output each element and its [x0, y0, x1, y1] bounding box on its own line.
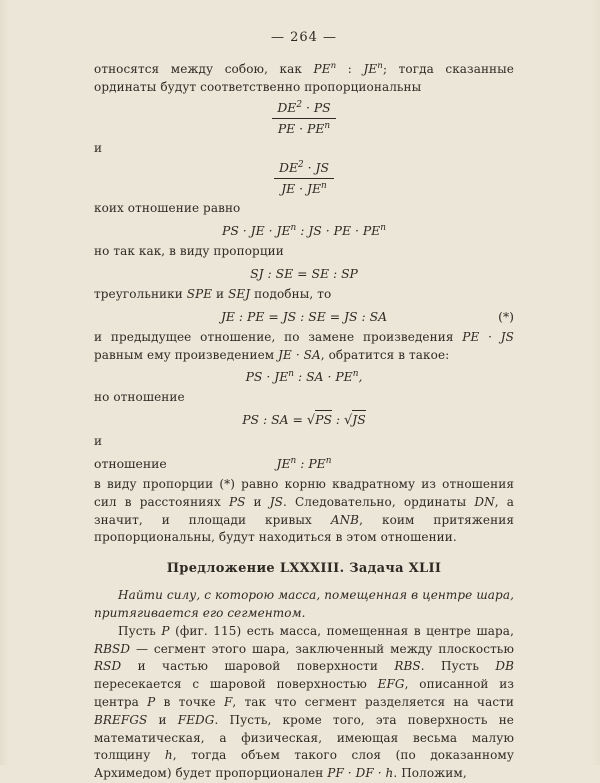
- paragraph: [94, 329, 514, 365]
- text-run: и предыдущее отношение, по замене произведения: [94, 329, 463, 344]
- math-variable: PE: [462, 329, 480, 344]
- math-variable: DB: [495, 659, 514, 674]
- math-variable: JS: [315, 160, 329, 176]
- math-superscript: n: [290, 223, 297, 234]
- formula-tag: (*): [498, 308, 514, 324]
- display-formula: [94, 367, 514, 386]
- math-variable: JE: [276, 223, 291, 239]
- text-run: ,: [358, 369, 363, 385]
- text-run: коих отношение равно: [94, 201, 241, 216]
- display-formula: [94, 307, 514, 326]
- math-superscript: n: [377, 61, 383, 71]
- math-variable: PE: [308, 455, 326, 471]
- math-variable: PS: [222, 223, 239, 239]
- text-run: :: [234, 308, 248, 324]
- text-run: и: [147, 712, 178, 727]
- paragraph: [94, 243, 514, 261]
- display-formula: [94, 410, 514, 430]
- math-variable: P: [147, 694, 156, 709]
- math-superscript: n: [325, 455, 332, 466]
- radicand: PS: [315, 412, 332, 428]
- text-run: равным ему произведением: [94, 347, 279, 362]
- math-variable: SPE: [186, 286, 213, 301]
- text-run: , а значит, и площади кривых: [94, 494, 515, 527]
- math-variable: PE: [335, 369, 353, 385]
- text-run: :: [296, 308, 309, 324]
- text-run: ·: [264, 223, 277, 239]
- math-variable: DN: [474, 494, 495, 509]
- text-run: ·: [303, 160, 316, 176]
- text-run: Пусть: [118, 623, 162, 638]
- math-variable: DF: [355, 766, 374, 781]
- math-superscript: n: [321, 181, 327, 192]
- paragraph: [94, 286, 514, 304]
- text-run: :: [357, 308, 370, 324]
- math-superscript: n: [330, 61, 337, 71]
- text-run: =: [264, 308, 283, 324]
- math-superscript: n: [352, 369, 359, 380]
- math-variable: JS: [282, 308, 297, 324]
- math-superscript: n: [288, 369, 294, 380]
- text-run: пересекается с шаровой поверхностью: [94, 677, 378, 692]
- text-run: ·: [295, 181, 308, 197]
- math-variable: h: [164, 748, 173, 763]
- math-variable: RSD: [94, 659, 122, 674]
- math-variable: JS: [269, 494, 283, 509]
- text-run: , обратится в такое:: [320, 347, 450, 362]
- math-variable: SA: [303, 347, 321, 362]
- text-run: :: [296, 455, 309, 471]
- formula-body: [250, 266, 358, 281]
- text-run: относятся между собою, как: [94, 62, 314, 76]
- math-variable: JS: [344, 308, 358, 324]
- text-run: , коим притяжения пропорциональны, будут находиться в этом отношении.: [94, 512, 514, 545]
- math-variable: JE: [220, 308, 235, 324]
- text-run: ·: [291, 347, 304, 362]
- math-variable: JE: [278, 347, 292, 362]
- math-variable: PS: [242, 412, 260, 428]
- math-superscript: n: [324, 120, 331, 131]
- math-variable: PE: [277, 120, 296, 136]
- math-variable: JE: [363, 62, 378, 76]
- formula-body: [221, 309, 387, 324]
- math-variable: JS: [308, 223, 322, 239]
- text-run: ·: [295, 120, 308, 136]
- formula-body: [277, 456, 332, 471]
- math-variable: DE: [277, 99, 297, 115]
- text-run: и: [212, 286, 229, 301]
- page-content: [94, 61, 514, 783]
- text-run: Предложение LXXXIII. Задача XLII: [166, 561, 442, 577]
- text-run: ·: [373, 766, 386, 781]
- paragraph: [94, 389, 514, 407]
- formula-body: [222, 223, 386, 238]
- text-run: подобны, то: [250, 286, 332, 301]
- text-run: :: [263, 265, 276, 281]
- text-run: ·: [479, 329, 501, 344]
- text-run: :: [259, 412, 272, 428]
- text-run: ; тогда сказанные ординаты будут соответственно пропорциональны: [94, 62, 514, 94]
- paragraph: [94, 623, 514, 783]
- fraction-denominator: [274, 179, 334, 198]
- math-variable: PE: [307, 120, 325, 136]
- text-run: :: [294, 369, 307, 385]
- math-variable: PS: [228, 494, 246, 509]
- math-variable: JE: [281, 181, 296, 197]
- paragraph: [94, 61, 514, 97]
- math-variable: PE: [247, 308, 265, 324]
- radical-icon: √: [344, 413, 353, 429]
- paragraph: [94, 587, 514, 623]
- math-variable: PE: [333, 223, 352, 239]
- math-variable: PE: [313, 62, 331, 76]
- text-run: и: [94, 140, 103, 155]
- math-variable: h: [385, 766, 394, 781]
- math-variable: SA: [271, 412, 289, 428]
- text-run: ·: [343, 766, 356, 781]
- formula-body: [246, 369, 363, 384]
- text-run: :: [329, 265, 342, 281]
- paragraph: [94, 476, 514, 547]
- math-superscript: 2: [298, 160, 304, 171]
- text-run: :: [296, 223, 309, 239]
- fraction-denominator: [272, 119, 335, 138]
- math-variable: PS: [313, 99, 331, 115]
- display-formula: [94, 99, 514, 138]
- text-run: =: [325, 308, 345, 324]
- text-run: ·: [323, 369, 336, 385]
- paragraph: [94, 433, 514, 451]
- math-superscript: n: [380, 223, 386, 234]
- math-variable: SP: [341, 265, 358, 281]
- math-variable: JE: [250, 223, 265, 239]
- display-formula: [94, 264, 514, 283]
- text-run: но отношение: [94, 390, 185, 405]
- radical-icon: √: [306, 413, 316, 429]
- fraction: [274, 159, 334, 198]
- text-run: ·: [238, 223, 251, 239]
- math-superscript: n: [290, 455, 297, 466]
- display-formula: [94, 454, 514, 473]
- math-variable: JE: [307, 181, 322, 197]
- display-formula: [94, 221, 514, 240]
- text-run: ·: [351, 223, 363, 239]
- formula-body: [242, 412, 366, 427]
- paragraph: [94, 200, 514, 218]
- math-variable: JE: [276, 455, 291, 471]
- text-run: но так как, в виду пропорции: [94, 244, 284, 259]
- text-run: в точке: [155, 694, 224, 709]
- math-variable: SA: [369, 308, 388, 324]
- math-variable: PF: [327, 766, 344, 781]
- text-run: треугольники: [94, 286, 187, 301]
- fraction-numerator: [272, 99, 335, 119]
- text-run: (фиг. 115) есть масса, помещенная в центре шара,: [169, 623, 514, 638]
- math-variable: RBSD: [94, 641, 131, 656]
- math-variable: JS: [500, 329, 514, 344]
- text-run: . Следовательно, ординаты: [282, 494, 475, 509]
- display-formula: [94, 159, 514, 198]
- text-run: , тогда объем такого слоя (по доказанному Архимедом) будет пропорционален: [94, 748, 514, 781]
- math-variable: PS: [245, 369, 263, 385]
- math-variable: SE: [311, 265, 329, 281]
- math-variable: FEDG: [177, 712, 215, 727]
- math-variable: SE: [308, 308, 326, 324]
- math-variable: ANB: [330, 512, 360, 527]
- text-run: =: [288, 412, 307, 428]
- proposition-heading: [94, 561, 514, 576]
- text-run: — сегмент этого шара, заключенный между плоскостью: [130, 641, 514, 656]
- text-run: и: [245, 494, 270, 509]
- paragraph: [94, 140, 514, 158]
- formula-lead: [94, 454, 167, 473]
- text-run: , так что сегмент разделяется на части: [232, 694, 514, 709]
- page-number: — 264 —: [270, 30, 338, 45]
- math-superscript: 2: [296, 99, 302, 110]
- text-run: , описанной из центра: [94, 677, 514, 709]
- fraction: [272, 99, 335, 138]
- text-run: и частью шаровой поверхности: [121, 659, 395, 674]
- math-variable: JE: [274, 369, 289, 385]
- math-variable: SE: [275, 265, 294, 281]
- math-variable: P: [161, 623, 170, 638]
- text-run: и: [94, 434, 103, 449]
- math-variable: BREFGS: [94, 712, 148, 727]
- text-run: в виду пропорции (*) равно корню квадратному из отношения сил в расстояниях: [94, 476, 514, 509]
- text-run: :: [336, 62, 364, 76]
- math-variable: F: [223, 694, 233, 709]
- text-run: . Положим,: [393, 766, 467, 781]
- sqrt-expression: [344, 412, 366, 427]
- radicand: JS: [352, 412, 366, 428]
- text-run: ·: [262, 369, 275, 385]
- text-run: . Пусть: [420, 659, 496, 674]
- fraction-numerator: [274, 159, 334, 179]
- text-run: =: [293, 265, 312, 281]
- text-run: :: [331, 412, 344, 428]
- text-run: ·: [302, 99, 314, 115]
- text-run: отношение: [94, 455, 167, 471]
- math-variable: DE: [279, 160, 298, 176]
- text-run: ·: [321, 223, 334, 239]
- text-run: Найти силу, с которою масса, помещенная в центре шара, притягивается его сегментом.: [94, 588, 514, 620]
- math-variable: SEJ: [228, 286, 251, 301]
- math-variable: SA: [306, 369, 324, 385]
- math-variable: RBS: [394, 659, 421, 674]
- math-variable: EFG: [377, 677, 405, 692]
- text-run: . Пусть, кроме того, эта поверхность не математическая, а физическая, имеющая весьма малую толщину: [94, 712, 514, 763]
- math-variable: SJ: [250, 265, 264, 281]
- math-variable: PE: [362, 223, 381, 239]
- sqrt-expression: [307, 412, 332, 427]
